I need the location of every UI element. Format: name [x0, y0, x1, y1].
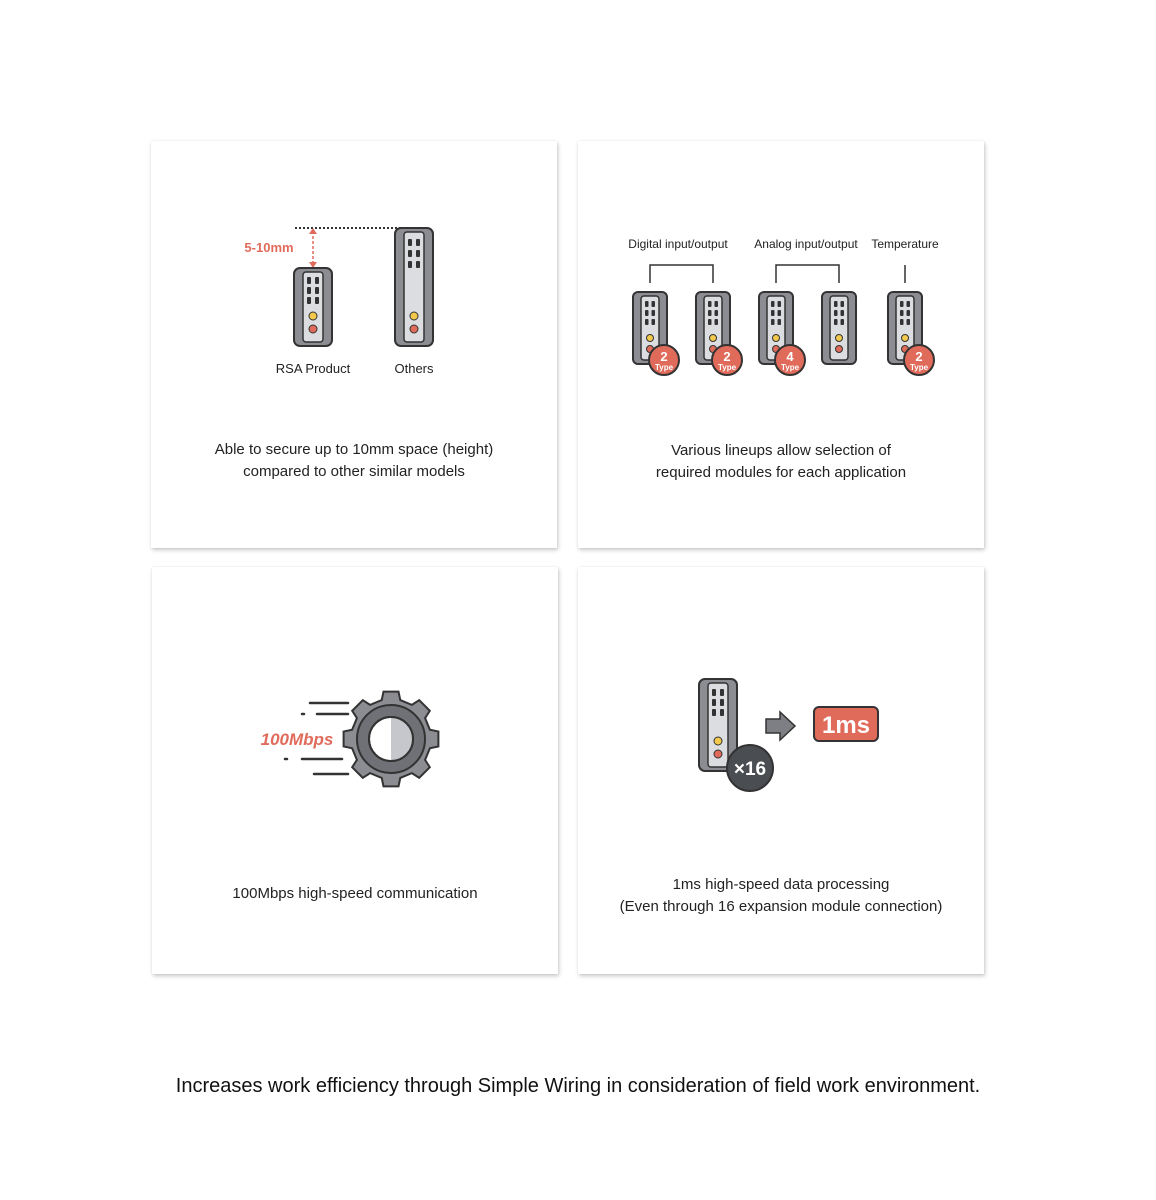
- measure-label: 5-10mm: [244, 240, 294, 255]
- caption-line: Various lineups allow selection of: [671, 442, 891, 459]
- caption-line: Able to secure up to 10mm space (height): [214, 441, 494, 458]
- type-badge-number: 2: [723, 349, 731, 364]
- gear-speed-illustration: [152, 567, 558, 867]
- type-badge-number: 2: [915, 349, 923, 364]
- module-lineup-card: [578, 141, 984, 548]
- type-badge-sub: Type: [780, 363, 800, 372]
- type-badge: [712, 345, 742, 375]
- group-label-analog: Analog input/output: [754, 237, 858, 251]
- data-processing-card: [578, 567, 984, 974]
- card-caption: [152, 883, 558, 905]
- type-badge-number: 2: [660, 349, 668, 364]
- multiplier-label: ×16: [733, 759, 767, 780]
- footer-tagline: Increases work efficiency through Simple Wiring in consideration of field work environment.: [175, 1075, 981, 1097]
- multiplier-badge: [727, 745, 773, 791]
- type-badge-number: 4: [786, 349, 794, 364]
- caption-line: compared to other similar models: [243, 463, 465, 480]
- type-badge-sub: Type: [654, 363, 674, 372]
- card-caption: [151, 439, 557, 483]
- rsa-product-label: RSA Product: [275, 361, 351, 376]
- type-badge-sub: Type: [909, 363, 929, 372]
- group-label-digital: Digital input/output: [628, 237, 728, 251]
- caption-line: (Even through 16 expansion module connection): [619, 898, 943, 915]
- other-product-module-icon: [395, 228, 433, 346]
- type-badge-sub: Type: [717, 363, 737, 372]
- type-badge: [904, 345, 934, 375]
- io-module-icon: [822, 292, 856, 364]
- card-caption: [578, 440, 984, 484]
- module-lineup-illustration: [578, 141, 984, 441]
- time-badge: [814, 707, 878, 741]
- type-badge: [775, 345, 805, 375]
- group-label-temperature: Temperature: [871, 237, 939, 251]
- height-comparison-card: [151, 141, 557, 548]
- others-label: Others: [394, 361, 434, 376]
- gear-icon: [344, 692, 439, 787]
- rsa-product-module-icon: [294, 268, 332, 346]
- processing-illustration: [578, 567, 984, 867]
- card-caption: [578, 874, 984, 918]
- type-badge: [649, 345, 679, 375]
- caption-line: 1ms high-speed data processing: [672, 876, 890, 893]
- arrow-right-icon: [766, 712, 795, 740]
- digital-bracket: [650, 265, 713, 283]
- communication-speed-card: [152, 567, 558, 974]
- caption-line: required modules for each application: [655, 464, 907, 481]
- analog-bracket: [776, 265, 839, 283]
- speed-label: 100Mbps: [260, 730, 334, 749]
- height-comparison-illustration: [151, 141, 557, 441]
- time-badge-label: 1ms: [821, 712, 871, 739]
- caption-line: 100Mbps high-speed communication: [232, 885, 478, 902]
